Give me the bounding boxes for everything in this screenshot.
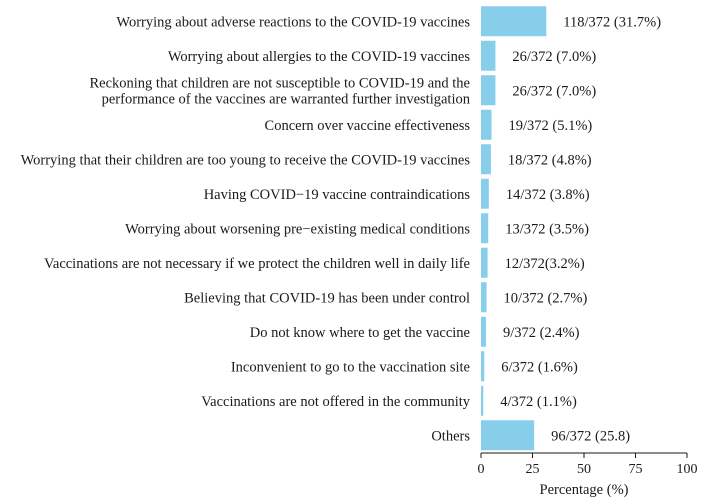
category-labels-group (21, 14, 471, 444)
category-label: Vaccinations are not offered in the community (201, 393, 470, 410)
bar (481, 179, 489, 209)
category-label: Do not know where to get the vaccine (249, 324, 470, 341)
category-label: Believing that COVID-19 has been under control (184, 290, 470, 307)
bar (481, 351, 484, 381)
data-label: 18/372 (4.8%) (507, 152, 592, 169)
bar (481, 248, 488, 278)
bar (481, 6, 546, 36)
category-label: Worrying about allergies to the COVID-19 vaccines (167, 48, 470, 65)
x-tick-label: 75 (628, 462, 643, 477)
data-label: 96/372 (25.8) (551, 428, 631, 445)
x-axis-title: Percentage (%) (539, 482, 629, 498)
bar (481, 144, 491, 174)
data-label: 4/372 (1.1%) (500, 393, 577, 410)
x-axis (478, 453, 698, 477)
bar (481, 420, 534, 450)
data-label: 26/372 (7.0%) (512, 48, 597, 65)
bar (481, 386, 483, 416)
bar (481, 110, 492, 140)
category-label: Concern over vaccine effectiveness (264, 117, 470, 134)
data-labels-group (500, 14, 661, 444)
bar (481, 213, 488, 243)
data-label: 9/372 (2.4%) (502, 324, 580, 341)
category-label: Others (431, 428, 470, 445)
data-label: 26/372 (7.0%) (512, 83, 597, 100)
category-label: Worrying about adverse reactions to the COVID-19 vaccines (116, 14, 470, 31)
category-label: Having COVID−19 vaccine contraindications (203, 186, 470, 203)
x-tick-label: 100 (676, 462, 698, 477)
category-label: Reckoning that children are not susceptible to COVID-19 and the performance of the vaccines are warranted further investigation (89, 75, 470, 108)
bar (481, 75, 495, 105)
data-label: 10/372 (2.7%) (503, 290, 588, 307)
data-label: 13/372 (3.5%) (505, 221, 589, 238)
data-label: 14/372 (3.8%) (505, 186, 590, 203)
bar (481, 317, 486, 347)
bar (481, 41, 495, 71)
x-tick-label: 25 (525, 462, 540, 477)
bar (481, 282, 487, 312)
category-label: Inconvenient to go to the vaccination site (230, 359, 470, 376)
data-label: 19/372 (5.1%) (508, 117, 593, 134)
data-label: 12/372(3.2%) (504, 255, 585, 272)
x-tick-label: 0 (477, 462, 485, 477)
data-label: 6/372 (1.6%) (501, 359, 578, 376)
data-label: 118/372 (31.7%) (563, 14, 662, 31)
x-tick-label: 50 (577, 462, 591, 477)
category-label: Worrying about worsening pre−existing medical conditions (125, 221, 470, 238)
category-label: Vaccinations are not necessary if we protect the children well in daily life (44, 255, 470, 272)
category-label: Worrying that their children are too young to receive the COVID-19 vaccines (20, 152, 470, 169)
